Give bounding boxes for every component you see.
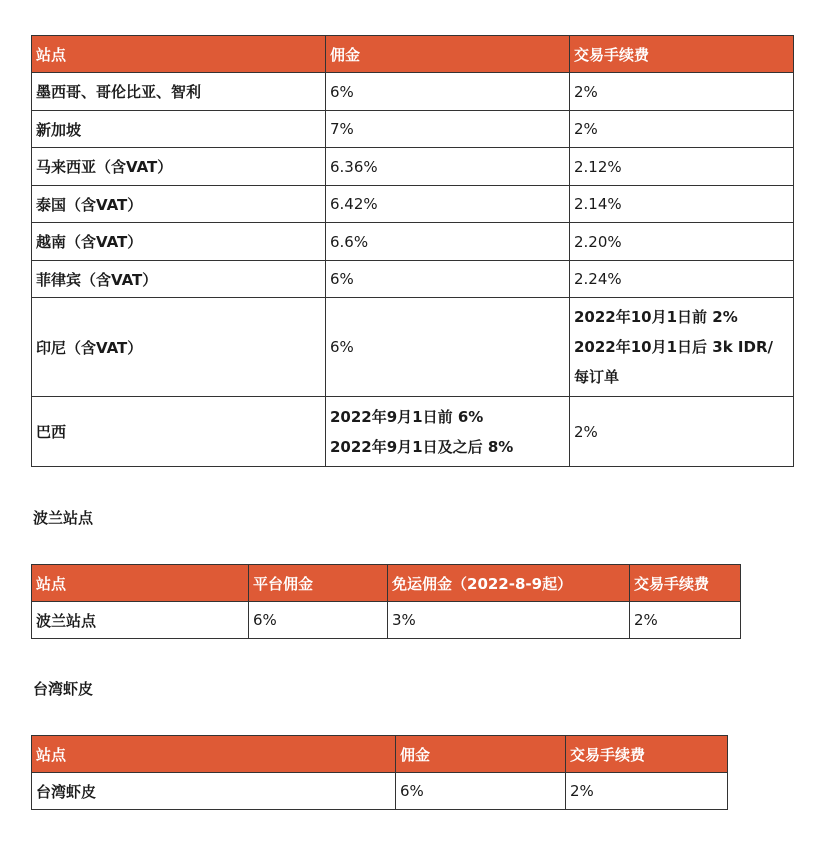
cell-fee: 2% [570, 111, 794, 148]
cell-fee: 2% [570, 397, 794, 467]
header-site: 站点 [32, 736, 396, 773]
cell-site: 波兰站点 [32, 602, 249, 639]
section-title-taiwan: 台湾虾皮 [33, 680, 94, 698]
header-commission: 佣金 [326, 36, 570, 73]
cell-commission: 6.6% [326, 223, 570, 261]
table-header-row [32, 36, 794, 73]
table-row [32, 223, 794, 261]
table-row [32, 73, 794, 111]
fee-line: 2022年10月1日前 2% [574, 308, 738, 326]
header-site: 站点 [32, 36, 326, 73]
cell-site: 泰国（含VAT） [32, 186, 326, 223]
cell-fee: 2.14% [570, 186, 794, 223]
table-row [32, 397, 794, 467]
cell-site: 越南（含VAT） [32, 223, 326, 261]
fee-line: 每订单 [574, 368, 620, 386]
cell-fee: 2.24% [570, 261, 794, 298]
cell-site: 台湾虾皮 [32, 773, 396, 810]
commission-table-taiwan [31, 735, 728, 810]
cell-site: 菲律宾（含VAT） [32, 261, 326, 298]
commission-line: 2022年9月1日前 6% [330, 407, 484, 426]
commission-table-poland [31, 564, 741, 639]
table-row [32, 148, 794, 186]
cell-fee: 2% [566, 773, 728, 810]
table-row [32, 773, 728, 810]
header-fee: 交易手续费 [566, 736, 728, 773]
cell-site: 马来西亚（含VAT） [32, 148, 326, 186]
table-row [32, 298, 794, 397]
table-row [32, 111, 794, 148]
table-row [32, 602, 741, 639]
header-fee: 交易手续费 [630, 565, 741, 602]
cell-site: 墨西哥、哥伦比亚、智利 [32, 73, 326, 111]
cell-free-shipping-commission: 3% [388, 602, 630, 639]
section-title-poland: 波兰站点 [33, 509, 94, 527]
cell-site: 印尼（含VAT） [32, 298, 326, 397]
header-site: 站点 [32, 565, 249, 602]
commission-line: 2022年9月1日及之后 8% [330, 437, 514, 456]
cell-fee-multiline [570, 298, 794, 397]
table-header-row [32, 736, 728, 773]
table-row [32, 186, 794, 223]
cell-commission: 6.42% [326, 186, 570, 223]
cell-commission-multiline [326, 397, 570, 467]
cell-fee: 2% [630, 602, 741, 639]
cell-fee: 2.20% [570, 223, 794, 261]
commission-table-main [31, 35, 794, 467]
cell-commission: 6% [326, 298, 570, 397]
table-row [32, 261, 794, 298]
cell-site: 巴西 [32, 397, 326, 467]
cell-commission: 7% [326, 111, 570, 148]
header-commission: 佣金 [396, 736, 566, 773]
header-platform-commission: 平台佣金 [249, 565, 388, 602]
table-header-row [32, 565, 741, 602]
cell-commission: 6% [396, 773, 566, 810]
cell-commission: 6% [326, 261, 570, 298]
fee-line: 2022年10月1日后 3k IDR/ [574, 338, 773, 356]
cell-fee: 2% [570, 73, 794, 111]
cell-site: 新加坡 [32, 111, 326, 148]
cell-commission: 6.36% [326, 148, 570, 186]
cell-platform-commission: 6% [249, 602, 388, 639]
cell-fee: 2.12% [570, 148, 794, 186]
header-fee: 交易手续费 [570, 36, 794, 73]
header-free-shipping-commission: 免运佣金（2022-8-9起） [388, 565, 630, 602]
cell-commission: 6% [326, 73, 570, 111]
